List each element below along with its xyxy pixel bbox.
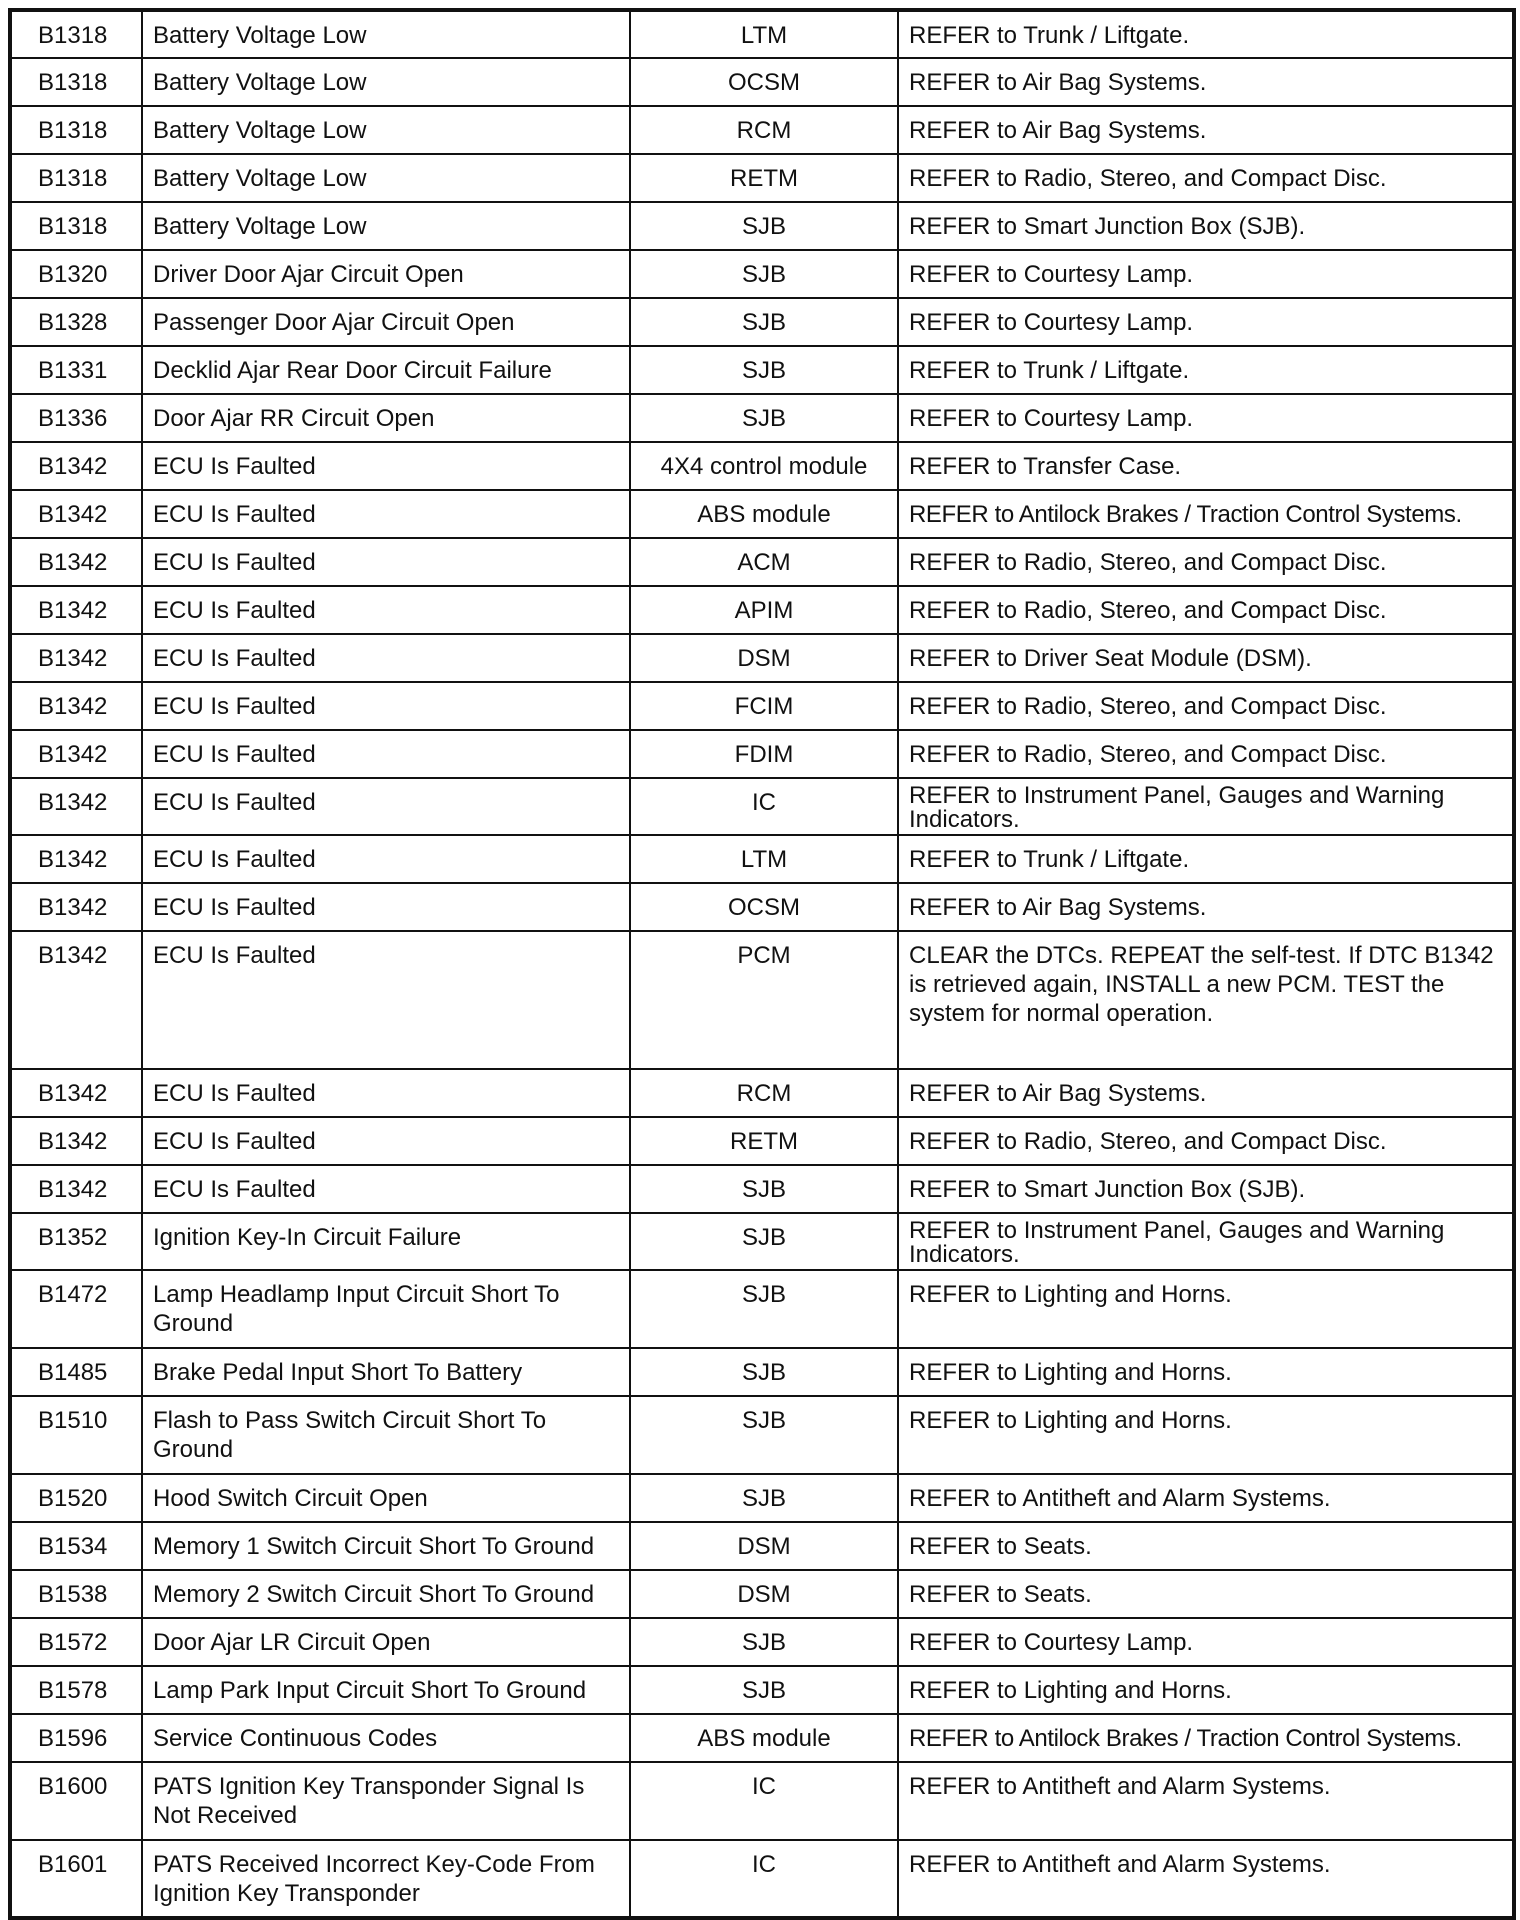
dtc-module: SJB [630,250,898,298]
dtc-action: CLEAR the DTCs. REPEAT the self-test. If DTC B1342 is retrieved again, INSTALL a new PCM. TEST the system for normal operation. [898,931,1514,1069]
dtc-code: B1342 [10,1117,142,1165]
dtc-module: RCM [630,1069,898,1117]
dtc-description: Lamp Park Input Circuit Short To Ground [142,1666,630,1714]
dtc-description: Hood Switch Circuit Open [142,1474,630,1522]
dtc-description: ECU Is Faulted [142,682,630,730]
dtc-action: REFER to Trunk / Liftgate. [898,10,1514,58]
table-row [10,730,1514,778]
dtc-code: B1342 [10,634,142,682]
dtc-description: ECU Is Faulted [142,883,630,931]
table-row [10,10,1514,58]
dtc-code: B1318 [10,154,142,202]
dtc-module: RCM [630,106,898,154]
dtc-module: SJB [630,1474,898,1522]
table-row [10,250,1514,298]
dtc-module: DSM [630,1570,898,1618]
dtc-module: IC [630,1840,898,1918]
dtc-action: REFER to Antitheft and Alarm Systems. [898,1762,1514,1840]
dtc-code: B1342 [10,1165,142,1213]
dtc-code: B1318 [10,10,142,58]
dtc-action: REFER to Antitheft and Alarm Systems. [898,1840,1514,1918]
table-row [10,1165,1514,1213]
dtc-code: B1328 [10,298,142,346]
dtc-code: B1534 [10,1522,142,1570]
dtc-action: REFER to Lighting and Horns. [898,1270,1514,1348]
dtc-module: SJB [630,1348,898,1396]
dtc-module: SJB [630,1165,898,1213]
dtc-description: ECU Is Faulted [142,1165,630,1213]
dtc-module: SJB [630,298,898,346]
dtc-action: REFER to Air Bag Systems. [898,883,1514,931]
dtc-module: DSM [630,634,898,682]
dtc-code: B1342 [10,835,142,883]
dtc-action: REFER to Lighting and Horns. [898,1396,1514,1474]
dtc-code: B1485 [10,1348,142,1396]
dtc-code: B1472 [10,1270,142,1348]
dtc-code: B1572 [10,1618,142,1666]
dtc-action: REFER to Radio, Stereo, and Compact Disc. [898,682,1514,730]
table-row [10,1474,1514,1522]
dtc-action: REFER to Trunk / Liftgate. [898,346,1514,394]
table-row [10,1270,1514,1348]
dtc-description: Battery Voltage Low [142,10,630,58]
dtc-code: B1318 [10,202,142,250]
dtc-action: REFER to Instrument Panel, Gauges and Warning Indicators. [898,778,1514,835]
dtc-module: SJB [630,202,898,250]
dtc-description: Flash to Pass Switch Circuit Short To Ground [142,1396,630,1474]
dtc-description: ECU Is Faulted [142,931,630,1069]
dtc-action: REFER to Courtesy Lamp. [898,298,1514,346]
dtc-module: LTM [630,10,898,58]
dtc-description: Door Ajar RR Circuit Open [142,394,630,442]
dtc-description: Battery Voltage Low [142,202,630,250]
dtc-code: B1342 [10,586,142,634]
dtc-table [8,8,1516,1920]
dtc-action: REFER to Trunk / Liftgate. [898,835,1514,883]
dtc-module: RETM [630,1117,898,1165]
table-row [10,586,1514,634]
dtc-action: REFER to Seats. [898,1570,1514,1618]
dtc-code: B1520 [10,1474,142,1522]
dtc-description: Door Ajar LR Circuit Open [142,1618,630,1666]
dtc-action: REFER to Radio, Stereo, and Compact Disc. [898,154,1514,202]
dtc-description: ECU Is Faulted [142,1069,630,1117]
dtc-code: B1331 [10,346,142,394]
table-row [10,883,1514,931]
table-row [10,1762,1514,1840]
table-row [10,58,1514,106]
dtc-description: Ignition Key-In Circuit Failure [142,1213,630,1270]
dtc-action: REFER to Courtesy Lamp. [898,394,1514,442]
dtc-action: REFER to Transfer Case. [898,442,1514,490]
dtc-action: REFER to Antilock Brakes / Traction Control Systems. [898,490,1514,538]
dtc-module: SJB [630,1396,898,1474]
dtc-description: Memory 1 Switch Circuit Short To Ground [142,1522,630,1570]
dtc-code: B1342 [10,1069,142,1117]
dtc-action: REFER to Instrument Panel, Gauges and Warning Indicators. [898,1213,1514,1270]
dtc-description: Service Continuous Codes [142,1714,630,1762]
dtc-module: DSM [630,1522,898,1570]
table-row [10,1396,1514,1474]
dtc-module: ABS module [630,490,898,538]
dtc-module: SJB [630,1270,898,1348]
dtc-module: PCM [630,931,898,1069]
dtc-action: REFER to Seats. [898,1522,1514,1570]
table-row [10,1570,1514,1618]
dtc-code: B1600 [10,1762,142,1840]
dtc-code: B1318 [10,106,142,154]
dtc-module: OCSM [630,58,898,106]
table-row [10,202,1514,250]
dtc-action: REFER to Lighting and Horns. [898,1348,1514,1396]
dtc-description: PATS Ignition Key Transponder Signal Is Not Received [142,1762,630,1840]
table-row [10,490,1514,538]
dtc-code: B1320 [10,250,142,298]
dtc-module: APIM [630,586,898,634]
dtc-code: B1352 [10,1213,142,1270]
dtc-description: ECU Is Faulted [142,586,630,634]
table-row [10,835,1514,883]
dtc-action: REFER to Air Bag Systems. [898,58,1514,106]
dtc-module: SJB [630,1213,898,1270]
dtc-code: B1538 [10,1570,142,1618]
dtc-description: Memory 2 Switch Circuit Short To Ground [142,1570,630,1618]
dtc-action: REFER to Radio, Stereo, and Compact Disc. [898,1117,1514,1165]
dtc-code: B1342 [10,883,142,931]
dtc-module: ABS module [630,1714,898,1762]
dtc-module: 4X4 control module [630,442,898,490]
table-row [10,682,1514,730]
dtc-module: IC [630,1762,898,1840]
table-row [10,778,1514,835]
dtc-module: LTM [630,835,898,883]
table-row [10,346,1514,394]
table-row [10,154,1514,202]
dtc-description: ECU Is Faulted [142,490,630,538]
dtc-description: ECU Is Faulted [142,634,630,682]
dtc-code: B1342 [10,538,142,586]
dtc-code: B1342 [10,490,142,538]
dtc-module: SJB [630,346,898,394]
dtc-module: RETM [630,154,898,202]
dtc-code: B1342 [10,730,142,778]
dtc-action: REFER to Antitheft and Alarm Systems. [898,1474,1514,1522]
dtc-description: ECU Is Faulted [142,835,630,883]
dtc-action: REFER to Air Bag Systems. [898,106,1514,154]
table-row [10,442,1514,490]
dtc-description: Battery Voltage Low [142,154,630,202]
dtc-description: Lamp Headlamp Input Circuit Short To Ground [142,1270,630,1348]
table-row [10,298,1514,346]
dtc-description: ECU Is Faulted [142,730,630,778]
dtc-code: B1318 [10,58,142,106]
table-row [10,1666,1514,1714]
dtc-module: OCSM [630,883,898,931]
dtc-description: PATS Received Incorrect Key-Code From Ignition Key Transponder [142,1840,630,1918]
dtc-description: Brake Pedal Input Short To Battery [142,1348,630,1396]
dtc-action: REFER to Lighting and Horns. [898,1666,1514,1714]
dtc-description: ECU Is Faulted [142,442,630,490]
dtc-description: ECU Is Faulted [142,778,630,835]
table-row [10,1117,1514,1165]
dtc-description: ECU Is Faulted [142,538,630,586]
dtc-action: REFER to Antilock Brakes / Traction Control Systems. [898,1714,1514,1762]
table-row [10,1069,1514,1117]
dtc-action: REFER to Driver Seat Module (DSM). [898,634,1514,682]
dtc-code: B1342 [10,931,142,1069]
dtc-code: B1578 [10,1666,142,1714]
dtc-module: SJB [630,394,898,442]
table-row [10,1840,1514,1918]
dtc-description: Passenger Door Ajar Circuit Open [142,298,630,346]
table-row [10,394,1514,442]
dtc-description: Decklid Ajar Rear Door Circuit Failure [142,346,630,394]
dtc-action: REFER to Radio, Stereo, and Compact Disc. [898,538,1514,586]
dtc-module: IC [630,778,898,835]
table-row [10,1714,1514,1762]
dtc-module: ACM [630,538,898,586]
table-row [10,634,1514,682]
table-row [10,1522,1514,1570]
table-row [10,931,1514,1069]
dtc-code: B1342 [10,442,142,490]
dtc-code: B1510 [10,1396,142,1474]
dtc-action: REFER to Air Bag Systems. [898,1069,1514,1117]
table-row [10,1213,1514,1270]
table-row [10,106,1514,154]
dtc-code: B1342 [10,778,142,835]
dtc-action: REFER to Smart Junction Box (SJB). [898,202,1514,250]
table-row [10,538,1514,586]
dtc-action: REFER to Courtesy Lamp. [898,250,1514,298]
dtc-description: Driver Door Ajar Circuit Open [142,250,630,298]
dtc-module: SJB [630,1618,898,1666]
dtc-module: FDIM [630,730,898,778]
dtc-description: ECU Is Faulted [142,1117,630,1165]
dtc-module: SJB [630,1666,898,1714]
dtc-description: Battery Voltage Low [142,106,630,154]
dtc-code: B1601 [10,1840,142,1918]
dtc-code: B1342 [10,682,142,730]
table-row [10,1348,1514,1396]
dtc-action: REFER to Radio, Stereo, and Compact Disc. [898,586,1514,634]
table-row [10,1618,1514,1666]
dtc-action: REFER to Smart Junction Box (SJB). [898,1165,1514,1213]
dtc-code: B1596 [10,1714,142,1762]
dtc-module: FCIM [630,682,898,730]
dtc-code: B1336 [10,394,142,442]
dtc-description: Battery Voltage Low [142,58,630,106]
dtc-table-body [10,10,1514,1918]
dtc-action: REFER to Radio, Stereo, and Compact Disc. [898,730,1514,778]
dtc-action: REFER to Courtesy Lamp. [898,1618,1514,1666]
